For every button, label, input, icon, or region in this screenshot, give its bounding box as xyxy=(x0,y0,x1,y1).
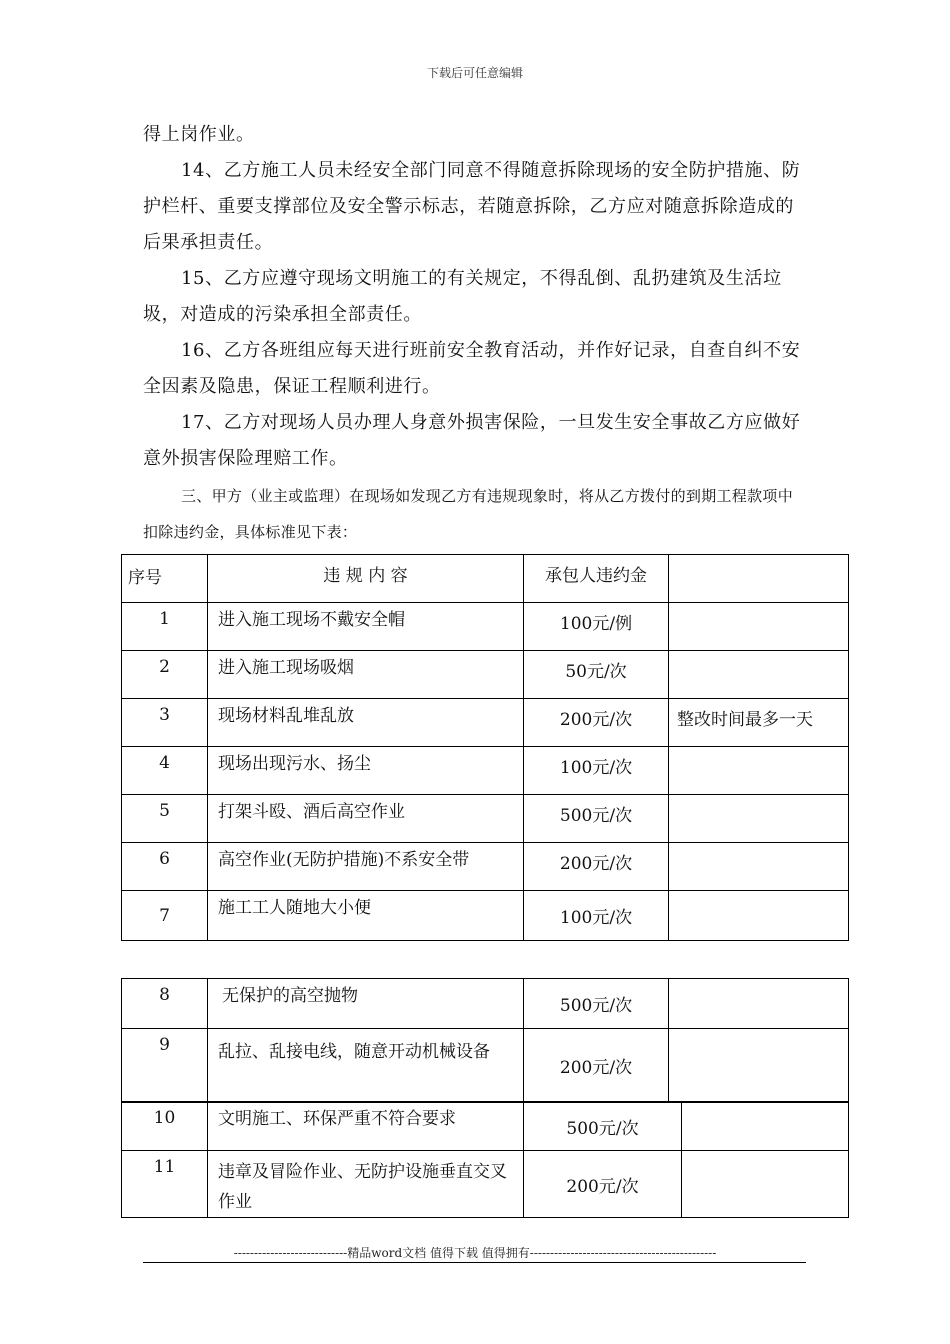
row-number: 1 xyxy=(122,603,208,651)
row-note xyxy=(669,891,849,941)
row-number: 2 xyxy=(122,651,208,699)
row-penalty: 500元/次 xyxy=(524,1102,682,1151)
row-penalty: 50元/次 xyxy=(524,651,669,699)
row-penalty: 200元/次 xyxy=(524,699,669,747)
section-three-intro: 三、甲方（业主或监理）在现场如发现乙方有违规现象时，将从乙方拨付的到期工程款项中扣除违约金，具体标准见下表： xyxy=(143,487,794,541)
table-row xyxy=(122,891,849,941)
row-violation: 无保护的高空抛物 xyxy=(208,979,524,1029)
clause-17: 17、乙方对现场人员办理人身意外损害保险，一旦发生安全事故乙方应做好意外损害保险理赔工作。 xyxy=(143,412,801,469)
row-violation: 现场材料乱堆乱放 xyxy=(208,699,524,747)
header-number: 序号 xyxy=(122,555,208,603)
row-violation: 乱拉、乱接电线，随意开动机械设备 xyxy=(208,1029,524,1103)
table-row xyxy=(122,795,849,843)
row-number: 7 xyxy=(122,891,208,941)
row-note xyxy=(669,843,849,891)
table-row xyxy=(122,1151,849,1218)
paragraph-continuation: 得上岗作业。 xyxy=(143,124,255,145)
table-row xyxy=(122,747,849,795)
page-header: 下载后可任意编辑 xyxy=(426,66,523,80)
row-penalty: 200元/次 xyxy=(524,843,669,891)
row-note xyxy=(669,1029,849,1103)
table-row xyxy=(122,603,849,651)
row-penalty: 500元/次 xyxy=(524,795,669,843)
penalty-table xyxy=(121,554,849,941)
row-violation: 违章及冒险作业、无防护设施垂直交叉作业 xyxy=(208,1151,524,1218)
row-penalty: 100元/例 xyxy=(524,603,669,651)
row-violation: 打架斗殴、酒后高空作业 xyxy=(208,795,524,843)
row-note xyxy=(682,1102,849,1151)
row-number: 5 xyxy=(122,795,208,843)
table-row xyxy=(122,1029,849,1103)
row-note xyxy=(669,979,849,1029)
row-note xyxy=(669,651,849,699)
row-penalty: 100元/次 xyxy=(524,891,669,941)
header-note xyxy=(669,555,849,603)
row-violation: 进入施工现场不戴安全帽 xyxy=(208,603,524,651)
row-violation: 施工工人随地大小便 xyxy=(208,891,524,941)
row-violation: 进入施工现场吸烟 xyxy=(208,651,524,699)
row-penalty: 200元/次 xyxy=(524,1029,669,1103)
page-footer: ----------------------------精品word文档 值得下载 值得拥有---------------------------------------------- xyxy=(233,1246,717,1260)
row-note xyxy=(682,1151,849,1218)
penalty-table-continued-2 xyxy=(121,1101,849,1218)
clause-15: 15、乙方应遵守现场文明施工的有关规定，不得乱倒、乱扔建筑及生活垃圾，对造成的污染承担全部责任。 xyxy=(143,268,782,325)
header-violation: 违 规 内 容 xyxy=(208,555,524,603)
row-penalty: 500元/次 xyxy=(524,979,669,1029)
row-number: 4 xyxy=(122,747,208,795)
row-number: 11 xyxy=(122,1151,208,1218)
penalty-table-continued xyxy=(121,978,849,1103)
row-penalty: 100元/次 xyxy=(524,747,669,795)
row-note xyxy=(669,747,849,795)
row-number: 3 xyxy=(122,699,208,747)
row-violation: 现场出现污水、扬尘 xyxy=(208,747,524,795)
row-number: 6 xyxy=(122,843,208,891)
row-note: 整改时间最多一天 xyxy=(669,699,849,747)
row-number: 10 xyxy=(122,1102,208,1151)
table-header-row xyxy=(122,555,849,603)
row-note xyxy=(669,795,849,843)
table-row xyxy=(122,843,849,891)
row-violation: 高空作业(无防护措施)不系安全带 xyxy=(208,843,524,891)
row-violation: 文明施工、环保严重不符合要求 xyxy=(208,1102,524,1151)
footer-rule xyxy=(143,1262,806,1263)
clause-14: 14、乙方施工人员未经安全部门同意不得随意拆除现场的安全防护措施、防护栏杆、重要支撑部位及安全警示标志，若随意拆除，乙方应对随意拆除造成的后果承担责任。 xyxy=(143,160,801,253)
row-number: 9 xyxy=(122,1029,208,1103)
row-penalty: 200元/次 xyxy=(524,1151,682,1218)
clause-16: 16、乙方各班组应每天进行班前安全教育活动，并作好记录，自查自纠不安全因素及隐患，保证工程顺利进行。 xyxy=(143,340,801,397)
row-number: 8 xyxy=(122,979,208,1029)
row-note xyxy=(669,603,849,651)
table-row xyxy=(122,1102,849,1151)
table-row xyxy=(122,979,849,1029)
table-row xyxy=(122,651,849,699)
header-penalty: 承包人违约金 xyxy=(524,555,669,603)
table-row xyxy=(122,699,849,747)
